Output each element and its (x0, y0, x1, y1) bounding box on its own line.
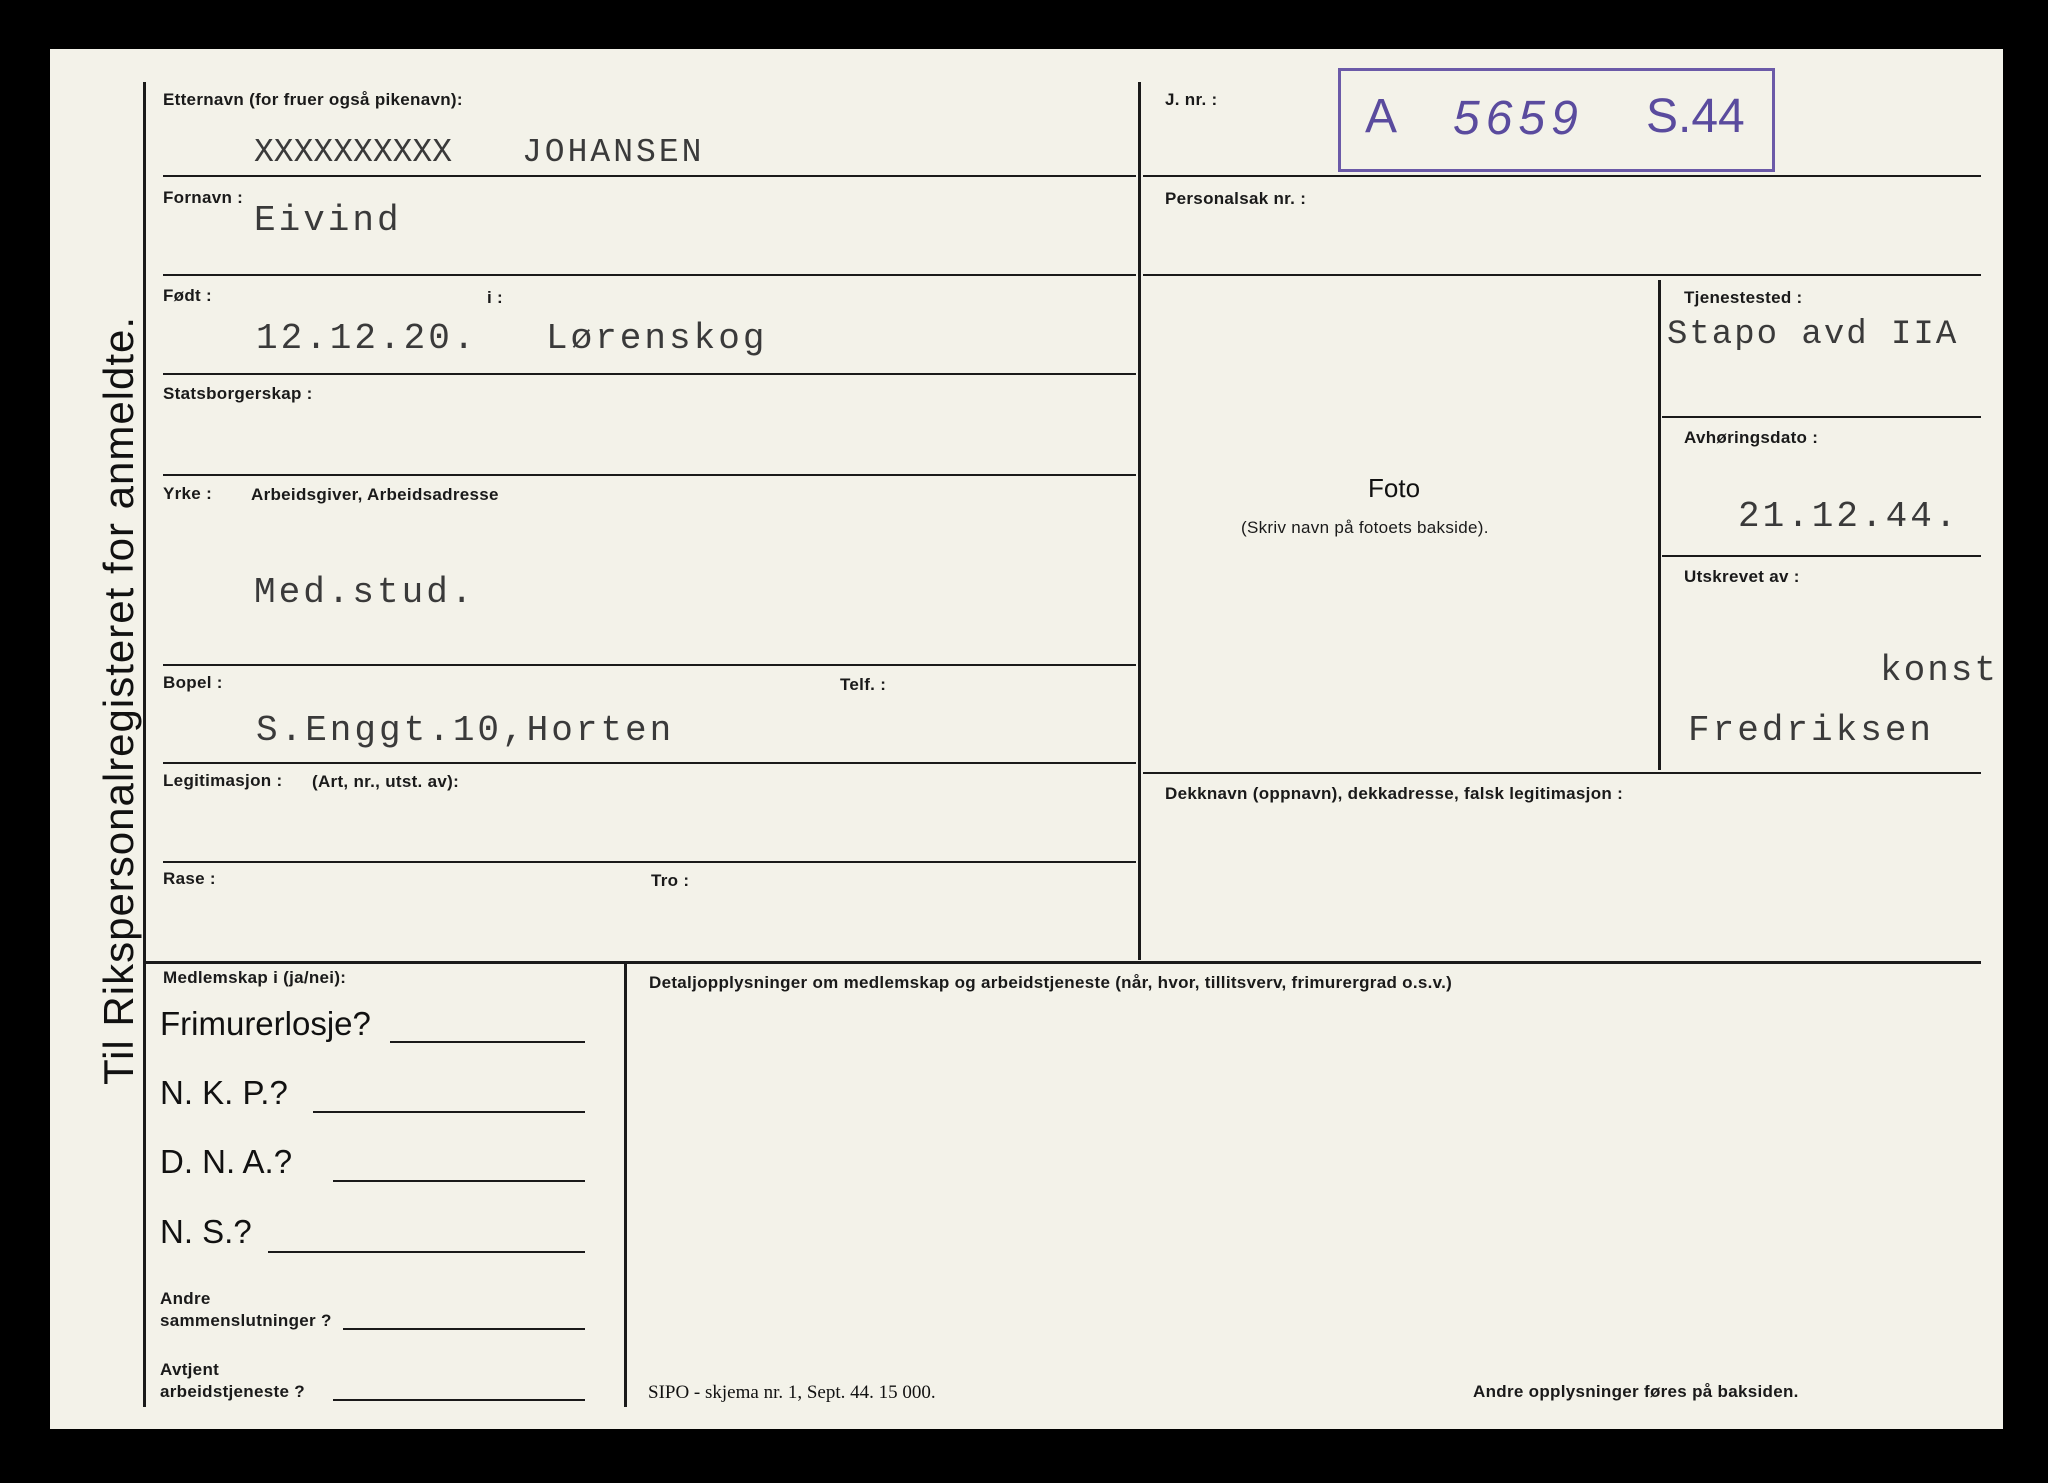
label-etternavn: Etternavn (for fruer også pikenavn): (163, 90, 463, 109)
rule-fodt (163, 373, 1136, 375)
membership-divider (624, 963, 627, 1407)
value-utskrevet-title: konst (1880, 650, 1999, 691)
label-utskrevet: Utskrevet av : (1684, 567, 1800, 586)
value-fornavn: Eivind (254, 200, 402, 241)
value-tjenestested: Stapo avd IIA (1667, 316, 1959, 354)
answer-line-sammenslutninger (343, 1328, 585, 1330)
value-fodt: 12.12.20. (256, 318, 478, 359)
center-divider-line (1138, 82, 1141, 960)
value-bopel: S.Enggt.10,Horten (256, 710, 675, 751)
label-statsborgerskap: Statsborgerskap : (163, 384, 313, 403)
journal-stamp (1338, 68, 1775, 172)
rule-etternavn (163, 175, 1136, 177)
rule-personalsak (1143, 274, 1981, 276)
rule-tjenestested (1662, 416, 1981, 418)
label-jnr: J. nr. : (1165, 90, 1218, 109)
stamp-series: S.44 (1646, 90, 1745, 143)
stamp-letter: A (1365, 90, 1398, 143)
label-telf: Telf. : (840, 675, 887, 694)
foto-sub-label: (Skriv navn på fotoets bakside). (1241, 518, 1489, 537)
stamp-number: 5659 (1453, 92, 1584, 145)
rule-legitimasjon (163, 861, 1136, 863)
label-dekknavn: Dekknavn (oppnavn), dekkadresse, falsk legitimasjon : (1165, 784, 1624, 803)
rule-yrke (163, 664, 1136, 666)
label-tjenestested: Tjenestested : (1684, 288, 1803, 307)
answer-line-dna (333, 1180, 585, 1182)
label-dna: D. N. A.? (160, 1143, 293, 1180)
label-legitimasjon: Legitimasjon : (163, 771, 283, 790)
label-fodt: Født : (163, 286, 212, 305)
value-yrke: Med.stud. (254, 572, 476, 613)
label-yrke: Yrke : (163, 484, 213, 503)
label-medlemskap: Medlemskap i (ja/nei): (163, 968, 347, 987)
value-utskrevet-name: Fredriksen (1688, 710, 1935, 751)
left-margin-line (143, 82, 146, 1407)
label-andre-opplysninger: Andre opplysninger føres på baksiden. (1473, 1382, 1799, 1401)
label-avtjent: Avtjent (160, 1360, 220, 1379)
answer-line-nkp (313, 1111, 585, 1113)
label-fornavn: Fornavn : (163, 188, 244, 207)
label-avhoringsdato: Avhøringsdato : (1684, 428, 1819, 447)
label-legitimasjon-sub: (Art, nr., utst. av): (312, 772, 460, 791)
rule-jnr (1143, 175, 1981, 177)
label-arbeidsgiver: Arbeidsgiver, Arbeidsadresse (251, 485, 499, 504)
value-avhoringsdato: 21.12.44. (1738, 496, 1960, 537)
rule-statsborgerskap (163, 474, 1136, 476)
value-etternavn: JOHANSEN (522, 134, 705, 171)
rule-avhoring (1662, 555, 1981, 557)
label-tro: Tro : (651, 871, 690, 890)
label-rase: Rase : (163, 869, 216, 888)
answer-line-frimurer (390, 1041, 585, 1043)
label-detalj: Detaljopplysninger om medlemskap og arbeidstjeneste (når, hvor, tillitsverv, frimurergrad o.s.v.) (649, 973, 1453, 992)
value-fodested: Lørenskog (546, 318, 768, 359)
label-arbeidstjeneste: arbeidstjeneste ? (160, 1382, 305, 1401)
foto-label: Foto (1368, 473, 1421, 503)
form-reference: SIPO - skjema nr. 1, Sept. 44. 15 000. (648, 1382, 936, 1403)
label-andre: Andre (160, 1289, 211, 1308)
rule-fornavn (163, 274, 1136, 276)
rule-section-divider (143, 961, 1981, 964)
rule-bopel (163, 762, 1136, 764)
side-text: Til Rikspersonalregisteret for anmeldte. (95, 315, 142, 1085)
label-frimurer: Frimurerlosje? (160, 1005, 371, 1042)
answer-line-ns (268, 1251, 585, 1253)
label-nkp: N. K. P.? (160, 1074, 288, 1111)
label-ns: N. S.? (160, 1213, 252, 1250)
value-etternavn-struck: XXXXXXXXXX (254, 134, 453, 171)
label-sammenslutninger: sammenslutninger ? (160, 1311, 332, 1330)
answer-line-arbeidstjeneste (333, 1399, 585, 1401)
label-personalsak: Personalsak nr. : (1165, 189, 1307, 208)
label-bopel: Bopel : (163, 673, 223, 692)
right-column-divider (1658, 280, 1661, 770)
label-i: i : (487, 288, 504, 307)
rule-foto-bottom (1143, 772, 1981, 774)
